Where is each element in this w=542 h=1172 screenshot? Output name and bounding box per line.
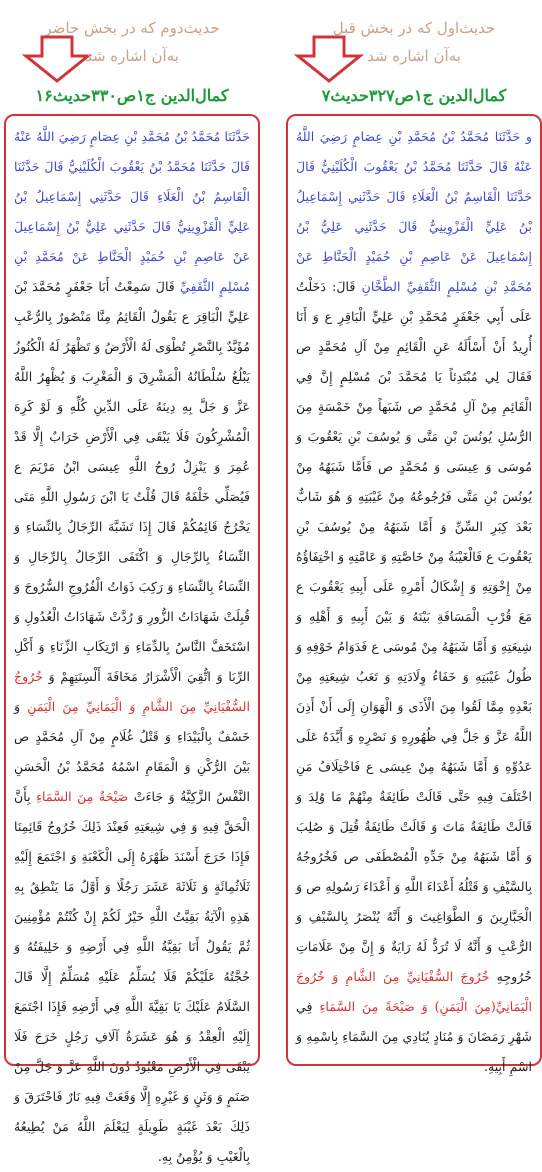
isnad-chain: و حَدَّثَنَا مُحَمَّدُ بْنُ مُحَمَّدِ بْنِ عِصَامٍ رَضِيَ اللَّهُ عَنْهُ قَالَ حَدَّثَنَا مُحَمَّدُ بْنُ يَعْقُوبَ الْكُلَيْنِيُّ قَالَ حَدَّثَنَا الْقَاسِمُ بْنُ الْعَلَاءِ قَالَ حَدَّثَنِي إِسْمَاعِيلُ بْنُ عَلِيٍّ الْقَزْوِينِيُّ قَالَ حَدَّثَنِي عَلِيُّ بْنُ إِسْمَاعِيلَ عَنْ عَاصِمِ بْنِ حُمَيْدٍ الْحَنَّاطِ عَنْ مُحَمَّدِ بْنِ مُسْلِمٍ الثَّقَفِيِّ الطَّحَّانِ <box>296 129 532 294</box>
hadith-column-second <box>4 0 260 1164</box>
hadith-body-2: وَ خَسْفٌ بِالْبَيْدَاءِ وَ قَتْلُ غُلَامٍ مِنْ آلِ مُحَمَّدٍ ص بَيْنَ الرُّكْنِ وَ الْمَقَامِ اسْمُهُ مُحَمَّدُ بْنُ الْحَسَنِ النَّفْسُ الزَّكِيَّةُ وَ جَاءَتْ <box>14 699 250 804</box>
hadith-text <box>14 122 250 1172</box>
hadith-column-first <box>286 0 542 1080</box>
highlighted-signs-1: خُرُوجُ السُّفْيَانِيِّ مِنَ الشَّامِ وَ الْيَمَانِيِّ مِنَ الْيَمَنِ <box>14 669 250 714</box>
caption-line-2: به‌آن اشاره شد <box>367 47 461 65</box>
source-reference: کمال‌الدین ج۱ص۳۳۰حدیث۱۶ <box>35 86 229 105</box>
column-header <box>4 0 260 112</box>
isnad-chain: حَدَّثَنَا مُحَمَّدُ بْنُ مُحَمَّدِ بْنِ عِصَامٍ رَضِيَ اللَّهُ عَنْهُ قَالَ حَدَّثَنَا مُحَمَّدُ بْنُ يَعْقُوبَ الْكُلَيْنِيُّ قَالَ حَدَّثَنَا الْقَاسِمُ بْنُ الْعَلَاءِ قَالَ حَدَّثَنِي إِسْمَاعِيلُ بْنُ عَلِيٍّ الْقَزْوِينِيُّ قَالَ حَدَّثَنِي عَلِيُّ بْنُ إِسْمَاعِيلَ عَنْ عَاصِمِ بْنِ حُمَيْدٍ الْحَنَّاطِ عَنْ مُحَمَّدِ بْنِ مُسْلِمٍ الثَّقَفِيِّ <box>14 129 250 294</box>
highlighted-signs-2: صَيْحَةٌ مِنَ السَّمَاءِ <box>36 789 129 804</box>
hadith-ending: فِي شَهْرِ رَمَضَانَ وَ مُنَادٍ يُنَادِي مِنَ السَّمَاءِ بِاسْمِهِ وَ اسْمِ أَبِيهِ. <box>296 999 532 1074</box>
hadith-body: قَالَ سَمِعْتُ أَبَا جَعْفَرٍ مُحَمَّدَ بْنَ عَلِيٍّ الْبَاقِرَ ع يَقُولُ الْقَائِمُ مِنَّا مَنْصُورٌ بِالرُّعْبِ مُؤَيَّدٌ بِالنَّصْرِ تُطْوَى لَهُ الْأَرْضُ وَ تَظْهَرُ لَهُ الْكُنُوزُ يَبْلُغُ سُلْطَانُهُ الْمَشْرِقَ وَ الْمَغْرِبَ وَ يُظْهِرُ اللَّهُ عَزَّ وَ جَلَّ بِهِ دِينَهُ عَلَى الدِّينِ كُلِّهِ وَ لَوْ كَرِهَ الْمُشْرِكُونَ فَلَا يَبْقَى فِي الْأَرْضِ خَرَابٌ إِلَّا قَدْ عُمِرَ وَ يَنْزِلُ رُوحُ اللَّهِ عِيسَى ابْنُ مَرْيَمَ ع فَيُصَلِّي خَلْفَهُ قَالَ قُلْتُ يَا ابْنَ رَسُولِ اللَّهِ مَتَى يَخْرُجُ قَائِمُكُمْ قَالَ إِذَا تَشَبَّهَ الرِّجَالُ بِالنِّسَاءِ وَ النِّسَاءُ بِالرِّجَالِ وَ اكْتَفَى الرِّجَالُ بِالرِّجَالِ وَ النِّسَاءُ بِالنِّسَاءِ وَ رَكِبَ ذَوَاتُ الْفُرُوجِ السُّرُوجَ وَ قُبِلَتْ شَهَادَاتُ الزُّورِ وَ رُدَّتْ شَهَادَاتُ الْعُدُولِ وَ اسْتَخَفَّ النَّاسُ بِالدِّمَاءِ وَ ارْتِكَابِ الزِّنَاءِ وَ أَكْلِ الرِّبَا وَ اتُّقِيَ الْأَشْرَارُ مَخَافَةَ أَلْسِنَتِهِمْ وَ <box>14 279 250 684</box>
hadith-ending: بِأَنَّ الْحَقَّ فِيهِ وَ فِي شِيعَتِهِ فَعِنْدَ ذَلِكَ خُرُوجُ قَائِمِنَا فَإِذَا خَرَجَ أَسْنَدَ ظَهْرَهُ إِلَى الْكَعْبَةِ وَ اجْتَمَعَ إِلَيْهِ ثَلَاثُمِائَةٍ وَ ثَلَاثَةَ عَشَرَ رَجُلًا وَ أَوَّلُ مَا يَنْطِقُ بِهِ هَذِهِ الْآيَةُ بَقِيَّتُ اللَّهِ خَيْرٌ لَكُمْ إِنْ كُنْتُمْ مُؤْمِنِينَ ثُمَّ يَقُولُ أَنَا بَقِيَّةُ اللَّهِ فِي أَرْضِهِ وَ خَلِيفَتُهُ وَ حُجَّتُهُ عَلَيْكُمْ فَلَا يُسَلِّمُ عَلَيْهِ مُسَلِّمٌ إِلَّا قَالَ السَّلَامُ عَلَيْكَ يَا بَقِيَّةَ اللَّهِ فِي أَرْضِهِ فَإِذَا اجْتَمَعَ إِلَيْهِ الْعِقْدُ وَ هُوَ عَشَرَةُ آلَافِ رَجُلٍ خَرَجَ فَلَا يَبْقَى فِي الْأَرْضِ مَعْبُودٌ دُونَ اللَّهِ عَزَّ وَ جَلَّ مِنْ صَنَمٍ وَ وَثَنٍ وَ غَيْرِهِ إِلَّا وَقَعَتْ فِيهِ نَارٌ فَاحْتَرَقَ وَ ذَلِكَ بَعْدَ غَيْبَةٍ طَوِيلَةٍ لِيَعْلَمَ اللَّهُ مَنْ يُطِيعُهُ بِالْغَيْبِ وَ يُؤْمِنُ بِهِ. <box>14 789 250 1164</box>
source-reference: کمال‌الدین ج۱ص۳۲۷حدیث۷ <box>321 86 507 105</box>
highlighted-signs: خُرُوجَ السُّفْيَانِيِّ مِنَ الشَّامِ وَ خُرُوجَ الْيَمَانِيِّ(مِنَ الْيَمَنِ) وَ صَيْحَةً مِنَ السَّمَاءِ <box>296 969 532 1014</box>
hadith-text-box <box>4 114 260 1164</box>
hadith-text-box <box>286 114 542 1074</box>
caption-line-1: حدیث‌اول که در بخش قبل <box>332 19 496 37</box>
caption-line-2: به‌آن اشاره شد <box>85 47 179 65</box>
caption-line-1: حدیث‌دوم که در بخش حاضر <box>44 19 220 37</box>
hadith-text <box>296 122 532 1082</box>
hadith-body: قَالَ: دَخَلْتُ عَلَى أَبِي جَعْفَرٍ مُحَمَّدِ بْنِ عَلِيٍّ الْبَاقِرِ ع وَ أَنَا أُرِيدُ أَنْ أَسْأَلَهُ عَنِ الْقَائِمِ مِنْ آلِ مُحَمَّدٍ ص فَقَالَ لِي مُبْتَدِئاً يَا مُحَمَّدَ بْنَ مُسْلِمٍ إِنَّ فِي الْقَائِمِ مِنْ آلِ مُحَمَّدٍ ص شَبَهاً مِنْ خَمْسَةٍ مِنَ الرُّسُلِ يُونُسَ بْنِ مَتَّى وَ يُوسُفَ بْنِ يَعْقُوبَ وَ مُوسَى وَ عِيسَى وَ مُحَمَّدٍ ص فَأَمَّا شَبَهُهُ مِنْ يُونُسَ بْنِ مَتَّى فَرُجُوعُهُ مِنْ غَيْبَتِهِ وَ هُوَ شَابٌّ بَعْدَ كِبَرِ السِّنِّ وَ أَمَّا شَبَهُهُ مِنْ يُوسُفَ بْنِ يَعْقُوبَ ع فَالْغَيْبَةُ مِنْ خَاصَّتِهِ وَ عَامَّتِهِ وَ اخْتِفَاؤُهُ مِنْ إِخْوَتِهِ وَ إِشْكَالُ أَمْرِهِ عَلَى أَبِيهِ يَعْقُوبَ ع مَعَ قُرْبِ الْمَسَافَةِ بَيْنَهُ وَ بَيْنَ أَبِيهِ وَ أَهْلِهِ وَ شِيعَتِهِ وَ أَمَّا شَبَهُهُ مِنْ مُوسَى ع فَدَوَامُ خَوْفِهِ وَ طُولُ غَيْبَتِهِ وَ خَفَاءُ وِلَادَتِهِ وَ تَعَبُ شِيعَتِهِ مِنْ بَعْدِهِ مِمَّا لَقُوا مِنَ الْأَذَى وَ الْهَوَانِ إِلَى أَنْ أَذِنَ اللَّهُ عَزَّ وَ جَلَّ فِي ظُهُورِهِ وَ نَصْرِهِ وَ أَيَّدَهُ عَلَى عَدُوِّهِ وَ أَمَّا شَبَهُهُ مِنْ عِيسَى ع فَاخْتِلَافُ مَنِ اخْتَلَفَ فِيهِ حَتَّى قَالَتْ طَائِفَةٌ مِنْهُمْ مَا وُلِدَ وَ قَالَتْ طَائِفَةٌ مَاتَ وَ قَالَتْ طَائِفَةٌ قُتِلَ وَ صُلِبَ وَ أَمَّا شَبَهُهُ مِنْ جَدِّهِ الْمُصْطَفَى ص فَخُرُوجُهُ بِالسَّيْفِ وَ قَتْلُهُ أَعْدَاءَ اللَّهِ وَ أَعْدَاءَ رَسُولِهِ ص وَ الْجَبَّارِينَ وَ الطَّوَاغِيتَ وَ أَنَّهُ يُنْصَرُ بِالسَّيْفِ وَ الرُّعْبِ وَ أَنَّهُ لَا تُرَدُّ لَهُ رَايَةٌ وَ إِنَّ مِنْ عَلَامَاتِ خُرُوجِهِ <box>296 279 533 984</box>
column-header <box>286 0 542 112</box>
